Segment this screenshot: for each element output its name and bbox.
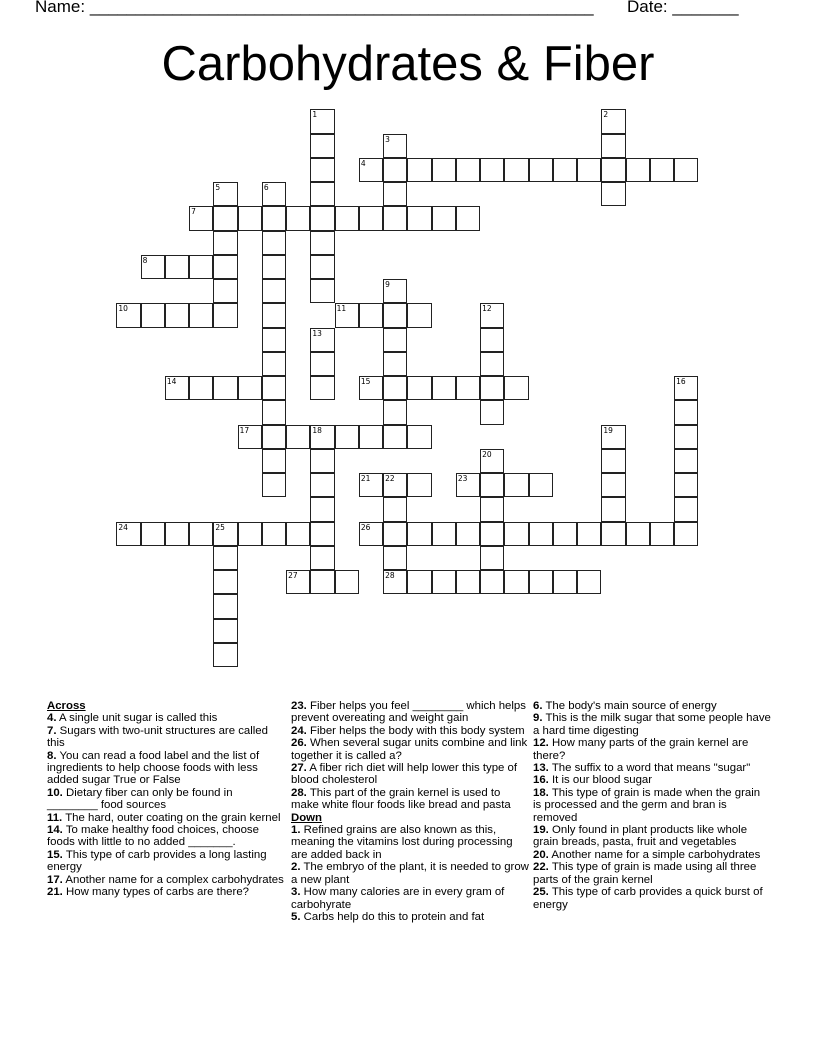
grid-cell[interactable] [504, 473, 528, 497]
grid-cell[interactable] [383, 497, 407, 521]
clue-number: 1. [291, 824, 301, 837]
grid-cell[interactable] [359, 303, 383, 327]
grid-cell[interactable] [529, 570, 553, 594]
grid-cell[interactable] [407, 376, 431, 400]
clue-text: A fiber rich diet will help lower this type of blood cholesterol [291, 762, 518, 787]
across-clue [47, 712, 285, 724]
clue-text: The body's main source of energy [545, 700, 717, 712]
grid-cell[interactable] [213, 522, 237, 546]
clue-text: This type of grain is made using all three parts of the grain kernel [533, 861, 757, 886]
clue-text: A single unit sugar is called this [59, 712, 218, 725]
clues-column-1 [47, 700, 285, 899]
grid-cell[interactable] [456, 376, 480, 400]
clue-number: 17. [47, 873, 63, 886]
grid-cell[interactable] [407, 522, 431, 546]
grid-cell[interactable] [407, 473, 431, 497]
grid-cell[interactable] [601, 182, 625, 206]
grid-cell[interactable] [480, 376, 504, 400]
clue-number: 23. [291, 700, 307, 712]
grid-cell[interactable] [262, 279, 286, 303]
cell-number: 3 [385, 134, 390, 144]
clue-text: To make healthy food choices, choose foods with little to no added _______. [47, 824, 259, 849]
grid-cell[interactable] [238, 376, 262, 400]
grid-cell[interactable] [262, 182, 286, 206]
clues-column-3 [533, 700, 771, 911]
clue-text: Fiber helps you feel ________ which helps prevent overeating and weight gain [291, 700, 526, 725]
grid-cell[interactable] [432, 376, 456, 400]
grid-cell[interactable] [335, 206, 359, 230]
across-clue [47, 787, 285, 812]
crossword-grid [117, 110, 707, 680]
across-clue [291, 737, 529, 762]
down-clue [533, 787, 771, 824]
clues-column-2 [291, 700, 529, 923]
clue-text: The hard, outer coating on the grain kernel [65, 811, 281, 824]
cell-number: 14 [166, 377, 177, 387]
grid-cell[interactable] [335, 570, 359, 594]
grid-cell[interactable] [383, 570, 407, 594]
grid-cell[interactable] [116, 522, 140, 546]
grid-cell[interactable] [601, 473, 625, 497]
grid-cell[interactable] [141, 255, 165, 279]
down-clue [533, 849, 771, 861]
grid-cell[interactable] [359, 522, 383, 546]
cell-number: 9 [385, 280, 390, 290]
grid-cell[interactable] [141, 522, 165, 546]
clue-text: How many types of carbs are there? [66, 886, 249, 899]
grid-cell[interactable] [383, 158, 407, 182]
clue-text: When several sugar units combine and link together it is called a? [291, 737, 528, 762]
grid-cell[interactable] [674, 158, 698, 182]
grid-cell[interactable] [262, 303, 286, 327]
grid-cell[interactable] [601, 158, 625, 182]
grid-cell[interactable] [213, 279, 237, 303]
cell-number: 7 [191, 207, 196, 217]
grid-cell[interactable] [383, 303, 407, 327]
grid-cell[interactable] [480, 158, 504, 182]
grid-cell[interactable] [407, 425, 431, 449]
grid-cell[interactable] [601, 522, 625, 546]
grid-cell[interactable] [383, 546, 407, 570]
grid-cell[interactable] [262, 206, 286, 230]
grid-cell[interactable] [189, 206, 213, 230]
clue-text: This type of carb provides a quick burst of energy [533, 886, 763, 911]
across-clue [47, 812, 285, 824]
clue-number: 5. [291, 910, 301, 923]
clue-number: 4. [47, 712, 57, 725]
grid-cell[interactable] [310, 522, 334, 546]
grid-cell[interactable] [189, 522, 213, 546]
grid-cell[interactable] [213, 206, 237, 230]
grid-cell[interactable] [407, 303, 431, 327]
grid-cell[interactable] [383, 352, 407, 376]
grid-cell[interactable] [310, 352, 334, 376]
clue-number: 11. [47, 811, 63, 824]
grid-cell[interactable] [359, 376, 383, 400]
clue-text: Refined grains are also known as this, meaning the vitamins lost during processing are added back in [291, 824, 513, 861]
grid-cell[interactable] [286, 425, 310, 449]
clue-number: 16. [533, 774, 549, 787]
grid-cell[interactable] [432, 158, 456, 182]
clue-text: This type of grain is made when the grain is processed and the germ and bran is removed [533, 786, 761, 824]
clue-text: The embryo of the plant, it is needed to grow a new plant [291, 861, 529, 886]
clue-number: 2. [291, 861, 301, 874]
grid-cell[interactable] [674, 425, 698, 449]
cell-number: 5 [215, 183, 221, 193]
down-clue [533, 762, 771, 774]
clue-number: 22. [533, 861, 549, 874]
grid-cell[interactable] [310, 328, 334, 352]
cell-number: 24 [118, 522, 128, 532]
grid-cell[interactable] [310, 255, 334, 279]
grid-cell[interactable] [601, 425, 625, 449]
grid-cell[interactable] [262, 449, 286, 473]
clue-text: Carbs help do this to protein and fat [303, 910, 485, 923]
grid-cell[interactable] [262, 522, 286, 546]
grid-cell[interactable] [480, 400, 504, 424]
grid-cell[interactable] [116, 303, 140, 327]
grid-cell[interactable] [213, 231, 237, 255]
cell-number: 16 [676, 377, 686, 387]
grid-cell[interactable] [432, 522, 456, 546]
grid-cell[interactable] [310, 449, 334, 473]
cell-number: 28 [385, 571, 395, 581]
across-clue [47, 824, 285, 849]
cell-number: 11 [336, 304, 347, 314]
grid-cell[interactable] [286, 206, 310, 230]
grid-cell[interactable] [626, 158, 650, 182]
grid-cell[interactable] [529, 473, 553, 497]
clue-number: 20. [533, 848, 549, 861]
grid-cell[interactable] [432, 570, 456, 594]
clue-text: It is our blood sugar [552, 774, 653, 787]
clue-number: 19. [533, 824, 549, 837]
cell-number: 15 [360, 377, 371, 387]
grid-cell[interactable] [480, 546, 504, 570]
clue-text: Dietary fiber can only be found in ________ food sources [47, 786, 233, 812]
cell-number: 21 [360, 474, 371, 484]
grid-cell[interactable] [674, 522, 698, 546]
clue-number: 8. [47, 749, 57, 762]
grid-cell[interactable] [238, 425, 262, 449]
cell-number: 23 [457, 474, 468, 484]
grid-cell[interactable] [310, 182, 334, 206]
clue-text: The suffix to a word that means "sugar" [551, 762, 751, 775]
clue-number: 7. [47, 724, 57, 737]
grid-cell[interactable] [189, 303, 213, 327]
grid-cell[interactable] [286, 522, 310, 546]
clue-number: 25. [533, 886, 549, 899]
grid-cell[interactable] [674, 497, 698, 521]
grid-cell[interactable] [141, 303, 165, 327]
grid-cell[interactable] [310, 546, 334, 570]
cell-number: 1 [312, 110, 318, 120]
grid-cell[interactable] [456, 206, 480, 230]
clue-number: 10. [47, 786, 63, 799]
clue-text: This is the milk sugar that some people have a hard time digesting [533, 712, 771, 737]
grid-cell[interactable] [601, 134, 625, 158]
across-clue [47, 886, 285, 898]
grid-cell[interactable] [650, 158, 674, 182]
grid-cell[interactable] [674, 473, 698, 497]
cell-number: 22 [385, 474, 395, 484]
grid-cell[interactable] [310, 473, 334, 497]
grid-cell[interactable] [577, 570, 601, 594]
down-clue [533, 886, 771, 911]
grid-cell[interactable] [213, 546, 237, 570]
clue-text: You can read a food label and the list of ingredients to help choose foods with less added sugar True or False [47, 749, 260, 787]
grid-cell[interactable] [359, 425, 383, 449]
clue-number: 21. [47, 886, 63, 899]
grid-cell[interactable] [310, 109, 334, 133]
grid-cell[interactable] [165, 255, 189, 279]
grid-cell[interactable] [262, 376, 286, 400]
grid-cell[interactable] [165, 522, 189, 546]
cell-number: 27 [288, 571, 298, 581]
across-clue [291, 762, 529, 787]
grid-cell[interactable] [383, 328, 407, 352]
grid-cell[interactable] [213, 255, 237, 279]
grid-cell[interactable] [310, 570, 334, 594]
clue-number: 26. [291, 737, 307, 750]
cell-number: 12 [482, 304, 492, 314]
cell-number: 8 [142, 255, 148, 265]
cell-number: 19 [603, 425, 613, 435]
down-clue [291, 911, 529, 923]
cell-number: 4 [360, 158, 366, 168]
grid-cell[interactable] [213, 303, 237, 327]
grid-cell[interactable] [553, 570, 577, 594]
grid-cell[interactable] [383, 473, 407, 497]
down-clue [533, 737, 771, 762]
grid-cell[interactable] [310, 206, 334, 230]
grid-cell[interactable] [383, 134, 407, 158]
grid-cell[interactable] [504, 376, 528, 400]
grid-cell[interactable] [480, 449, 504, 473]
grid-cell[interactable] [529, 522, 553, 546]
across-clue [291, 787, 529, 812]
grid-cell[interactable] [238, 206, 262, 230]
grid-cell[interactable] [310, 497, 334, 521]
down-clue [533, 824, 771, 849]
grid-cell[interactable] [213, 570, 237, 594]
grid-cell[interactable] [383, 425, 407, 449]
cell-number: 17 [239, 425, 250, 435]
clue-number: 15. [47, 848, 63, 861]
grid-cell[interactable] [480, 497, 504, 521]
grid-cell[interactable] [504, 522, 528, 546]
grid-cell[interactable] [407, 206, 431, 230]
grid-cell[interactable] [359, 473, 383, 497]
clue-text: Fiber helps the body with this body system [310, 724, 525, 737]
cell-number: 2 [603, 110, 609, 120]
grid-cell[interactable] [262, 400, 286, 424]
grid-cell[interactable] [407, 158, 431, 182]
clue-number: 27. [291, 762, 307, 775]
grid-cell[interactable] [674, 376, 698, 400]
clue-number: 9. [533, 712, 543, 725]
across-heading: Across [47, 700, 86, 712]
down-heading: Down [291, 811, 323, 824]
cell-number: 18 [312, 425, 322, 435]
grid-cell[interactable] [359, 158, 383, 182]
grid-cell[interactable] [480, 473, 504, 497]
across-clue [47, 725, 285, 750]
grid-cell[interactable] [504, 158, 528, 182]
clue-number: 14. [47, 824, 63, 837]
down-clue [291, 886, 529, 911]
grid-cell[interactable] [456, 522, 480, 546]
clue-number: 24. [291, 724, 307, 737]
grid-cell[interactable] [165, 303, 189, 327]
grid-cell[interactable] [553, 522, 577, 546]
grid-cell[interactable] [310, 231, 334, 255]
across-clue [47, 874, 285, 886]
grid-cell[interactable] [650, 522, 674, 546]
grid-cell[interactable] [529, 158, 553, 182]
grid-cell[interactable] [407, 570, 431, 594]
grid-cell[interactable] [310, 376, 334, 400]
grid-cell[interactable] [601, 497, 625, 521]
clue-text: How many calories are in every gram of carbohyrate [291, 886, 505, 911]
down-clue [533, 861, 771, 886]
grid-cell[interactable] [310, 158, 334, 182]
down-clue [291, 861, 529, 886]
grid-cell[interactable] [286, 570, 310, 594]
across-clue [47, 750, 285, 787]
grid-cell[interactable] [456, 473, 480, 497]
date-field[interactable] [627, 0, 739, 17]
grid-cell[interactable] [213, 376, 237, 400]
grid-cell[interactable] [456, 158, 480, 182]
cell-number: 13 [312, 328, 322, 338]
grid-cell[interactable] [262, 352, 286, 376]
grid-cell[interactable] [480, 570, 504, 594]
grid-cell[interactable] [213, 594, 237, 618]
grid-cell[interactable] [480, 328, 504, 352]
grid-cell[interactable] [480, 303, 504, 327]
grid-cell[interactable] [674, 400, 698, 424]
grid-cell[interactable] [262, 231, 286, 255]
clue-number: 13. [533, 762, 549, 775]
grid-cell[interactable] [335, 303, 359, 327]
down-clue [533, 774, 771, 786]
grid-cell[interactable] [553, 158, 577, 182]
grid-cell[interactable] [213, 619, 237, 643]
clue-text: Another name for a complex carbohydrates [65, 873, 284, 886]
grid-cell[interactable] [383, 376, 407, 400]
grid-cell[interactable] [504, 570, 528, 594]
clue-text: Another name for a simple carbohydrates [551, 848, 761, 861]
grid-cell[interactable] [262, 328, 286, 352]
grid-cell[interactable] [601, 109, 625, 133]
cell-number: 6 [263, 183, 269, 193]
across-clue [47, 849, 285, 874]
cell-number: 10 [118, 304, 128, 314]
grid-cell[interactable] [262, 473, 286, 497]
grid-cell[interactable] [213, 643, 237, 667]
grid-cell[interactable] [238, 522, 262, 546]
grid-cell[interactable] [577, 158, 601, 182]
clue-text: This type of carb provides a long lasting energy [47, 848, 267, 874]
grid-cell[interactable] [432, 206, 456, 230]
clue-text: How many parts of the grain kernel are there? [533, 737, 749, 762]
clue-text: Only found in plant products like whole grain breads, pasta, fruit and vegetables [533, 824, 748, 849]
grid-cell[interactable] [480, 522, 504, 546]
grid-cell[interactable] [577, 522, 601, 546]
grid-cell[interactable] [383, 522, 407, 546]
grid-cell[interactable] [213, 182, 237, 206]
grid-cell[interactable] [262, 425, 286, 449]
clue-number: 6. [533, 700, 543, 712]
grid-cell[interactable] [383, 400, 407, 424]
grid-cell[interactable] [359, 206, 383, 230]
name-label: Name: [35, 0, 86, 16]
clue-text: This part of the grain kernel is used to make white flour foods like bread and pasta [291, 786, 511, 812]
page-title: Carbohydrates & Fiber [161, 37, 655, 91]
down-clue [291, 824, 529, 861]
down-clue [533, 700, 771, 712]
grid-cell[interactable] [601, 449, 625, 473]
name-field[interactable] [35, 0, 593, 17]
clue-number: 18. [533, 786, 549, 799]
grid-cell[interactable] [310, 134, 334, 158]
date-blank[interactable]: _______ [672, 0, 739, 16]
grid-cell[interactable] [674, 449, 698, 473]
grid-cell[interactable] [480, 352, 504, 376]
grid-cell[interactable] [310, 425, 334, 449]
cell-number: 20 [482, 449, 492, 459]
name-blank[interactable]: _______________________________________________________ [89, 0, 594, 16]
grid-cell[interactable] [383, 279, 407, 303]
grid-cell[interactable] [310, 279, 334, 303]
grid-cell[interactable] [383, 206, 407, 230]
clue-number: 12. [533, 737, 549, 750]
grid-cell[interactable] [456, 570, 480, 594]
cell-number: 26 [360, 522, 371, 532]
grid-cell[interactable] [383, 182, 407, 206]
grid-cell[interactable] [626, 522, 650, 546]
across-clue [291, 700, 529, 725]
clue-number: 28. [291, 786, 307, 799]
cell-number: 25 [215, 522, 225, 532]
grid-cell[interactable] [189, 255, 213, 279]
date-label: Date: [627, 0, 668, 16]
across-clue [291, 725, 529, 737]
clue-number: 3. [291, 886, 301, 899]
grid-cell[interactable] [262, 255, 286, 279]
down-clue [533, 712, 771, 737]
grid-cell[interactable] [165, 376, 189, 400]
grid-cell[interactable] [189, 376, 213, 400]
clue-text: Sugars with two-unit structures are called this [47, 724, 268, 750]
grid-cell[interactable] [335, 425, 359, 449]
